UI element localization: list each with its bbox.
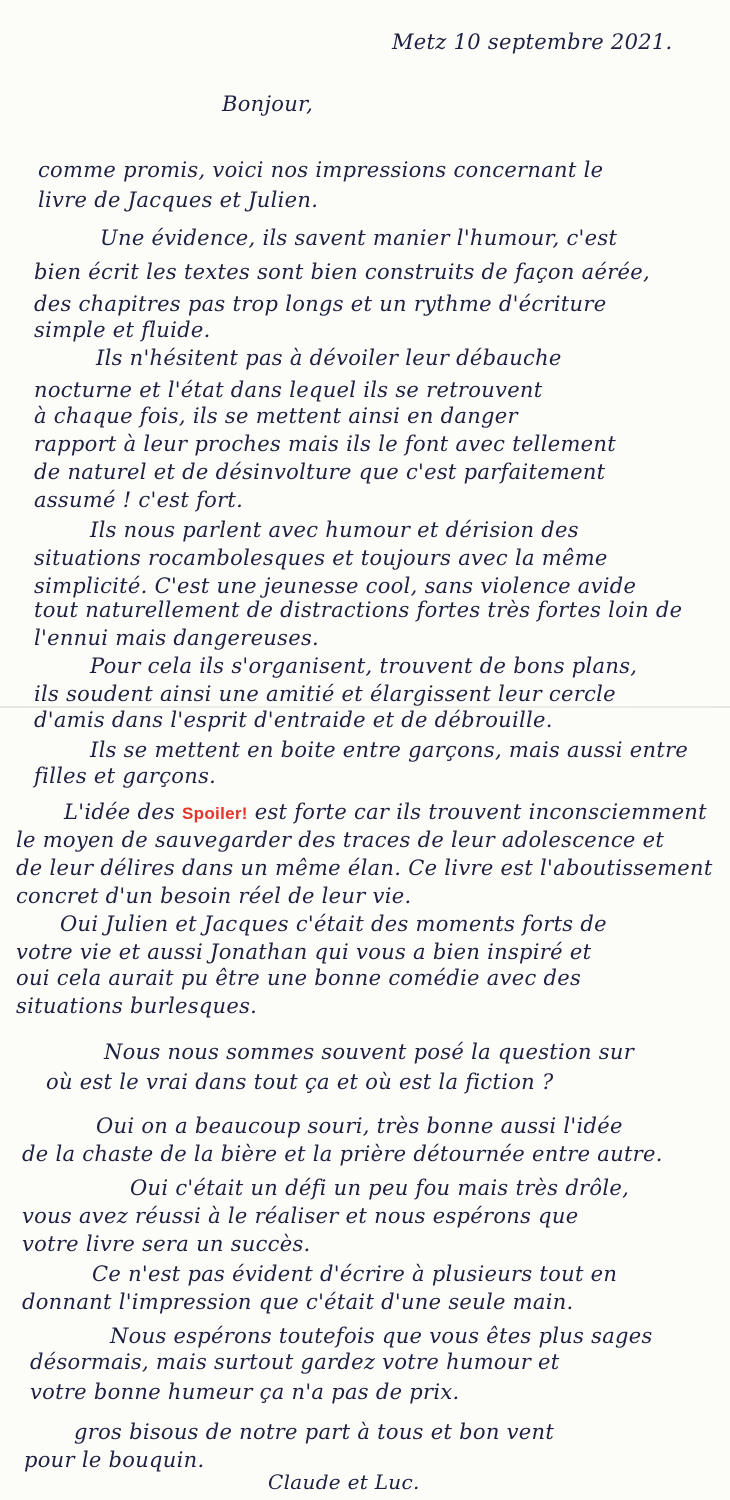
letter-line: Pour cela ils s'organisent, trouvent de bons plans, xyxy=(90,654,638,678)
signature: Claude et Luc. xyxy=(268,1470,420,1494)
letter-line: gros bisous de notre part à tous et bon vent xyxy=(74,1420,555,1444)
letter-line: des chapitres pas trop longs et un rythme d'écriture xyxy=(34,292,607,316)
letter-line: Ce n'est pas évident d'écrire à plusieurs tout en xyxy=(92,1262,618,1286)
letter-line: votre vie et aussi Jonathan qui vous a bien inspiré et xyxy=(16,940,592,964)
letter-line: de la chaste de la bière et la prière détournée entre autre. xyxy=(22,1142,663,1166)
letter-line: donnant l'impression que c'était d'une seule main. xyxy=(22,1290,574,1314)
letter-line: désormais, mais surtout gardez votre humour et xyxy=(30,1350,560,1374)
letter-line: ils soudent ainsi une amitié et élargissent leur cercle xyxy=(34,682,616,706)
letter-line: rapport à leur proches mais ils le font avec tellement xyxy=(34,432,616,456)
letter-line: Nous nous sommes souvent posé la question sur xyxy=(104,1040,635,1064)
letter-line: de leur délires dans un même élan. Ce livre est l'aboutissement xyxy=(16,856,713,880)
letter-line: oui cela aurait pu être une bonne comédie avec des xyxy=(16,966,582,990)
letter-line: situations rocambolesques et toujours avec la même xyxy=(34,546,608,570)
letter-line: pour le bouquin. xyxy=(24,1448,205,1472)
letter-line: concret d'un besoin réel de leur vie. xyxy=(16,884,412,908)
letter-line: tout naturellement de distractions fortes très fortes loin de xyxy=(34,598,683,622)
letter-line: le moyen de sauvegarder des traces de leur adolescence et xyxy=(16,828,665,852)
letter-line: l'ennui mais dangereuses. xyxy=(34,626,319,650)
letter-line: Une évidence, ils savent manier l'humour, c'est xyxy=(100,226,618,250)
letter-line: à chaque fois, ils se mettent ainsi en danger xyxy=(34,404,518,428)
letter-line: où est le vrai dans tout ça et où est la fiction ? xyxy=(46,1070,554,1094)
letter-line: Nous espérons toutefois que vous êtes plus sages xyxy=(110,1324,653,1348)
letter-line: Oui c'était un défi un peu fou mais très drôle, xyxy=(130,1176,630,1200)
letter-line: assumé ! c'est fort. xyxy=(34,488,244,512)
letter-line: Oui on a beaucoup souri, très bonne aussi l'idée xyxy=(96,1114,623,1138)
spoiler-tag: Spoiler! xyxy=(182,804,248,823)
letter-line: vous avez réussi à le réaliser et nous espérons que xyxy=(22,1204,579,1228)
spoiler-prefix: L'idée des xyxy=(64,800,176,824)
dateline: Metz 10 septembre 2021. xyxy=(392,30,673,54)
letter-line: filles et garçons. xyxy=(34,764,217,788)
spoiler-suffix: est forte car ils trouvent inconsciemment xyxy=(254,800,707,824)
letter-line: bien écrit les textes sont bien construits de façon aérée, xyxy=(34,260,650,284)
letter-line: Ils n'hésitent pas à dévoiler leur débauche xyxy=(96,346,562,370)
letter-line: d'amis dans l'esprit d'entraide et de débrouille. xyxy=(34,708,553,732)
letter-line: votre bonne humeur ça n'a pas de prix. xyxy=(30,1380,460,1404)
letter-line: votre livre sera un succès. xyxy=(22,1232,311,1256)
spoiler-line xyxy=(64,800,707,824)
letter-line: simple et fluide. xyxy=(34,318,211,342)
greeting: Bonjour, xyxy=(222,92,314,116)
letter-line: livre de Jacques et Julien. xyxy=(38,188,319,212)
letter-line: simplicité. C'est une jeunesse cool, sans violence avide xyxy=(34,574,637,598)
letter-line: comme promis, voici nos impressions concernant le xyxy=(38,158,604,182)
letter-line: situations burlesques. xyxy=(16,994,258,1018)
letter-line: nocturne et l'état dans lequel ils se retrouvent xyxy=(34,378,543,402)
letter-line: de naturel et de désinvolture que c'est parfaitement xyxy=(34,460,606,484)
letter-line: Oui Julien et Jacques c'était des moments forts de xyxy=(60,912,607,936)
letter-line: Ils se mettent en boite entre garçons, mais aussi entre xyxy=(90,738,689,762)
letter-line: Ils nous parlent avec humour et dérision des xyxy=(90,518,579,542)
